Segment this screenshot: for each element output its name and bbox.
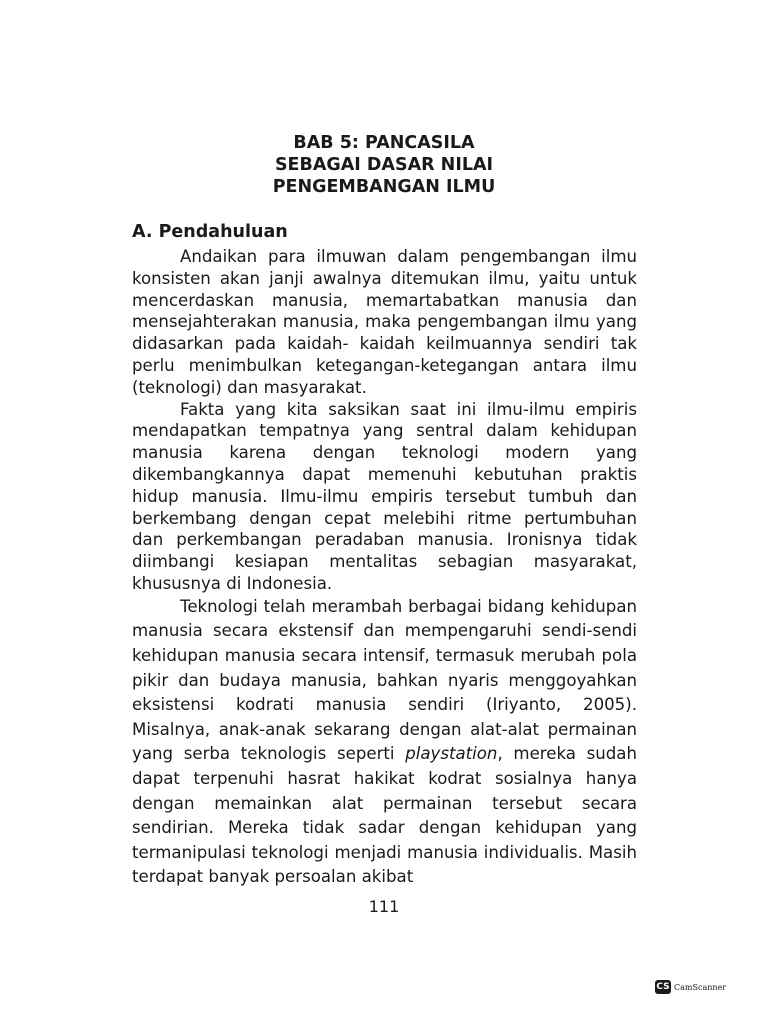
paragraph-3-italic-term: playstation bbox=[405, 744, 498, 764]
page-number: 111 bbox=[368, 897, 400, 916]
section-heading: A. Pendahuluan bbox=[132, 222, 288, 242]
chapter-title-line-2: SEBAGAI DASAR NILAI bbox=[274, 155, 494, 175]
paragraph-3-text-start: Teknologi telah merambah berbagai bidang kehidupan manusia secara ekstensif dan mempengaruhi sendi-sendi kehidupan manusia secara intensif, termasuk merubah pola pikir dan budaya manusia, bahkan nyaris menggoyahkan eksistensi kodrati manusia sendiri (Iriyanto, 2005). Misalnya, anak-anak sekarang dengan alat-alat permainan yang serba teknologis seperti bbox=[132, 596, 637, 764]
paragraph-2: Fakta yang kita saksikan saat ini ilmu-ilmu empiris mendapatkan tempatnya yang sentral dalam kehidupan manusia karena dengan teknologi modern yang dikembangkannya dapat memenuhi kebutuhan praktis hidup manusia. Ilmu-ilmu empiris tersebut tumbuh dan berkembang dengan cepat melebihi ritme pertumbuhan dan perkembangan peradaban manusia. Ironisnya tidak diimbangi kesiapan mentalitas sebagian masyarakat, khususnya di Indonesia. bbox=[132, 399, 637, 593]
body-text bbox=[132, 246, 637, 890]
chapter-title-line-1: BAB 5: PANCASILA bbox=[293, 133, 475, 153]
camscanner-logo-icon: CS bbox=[656, 982, 670, 992]
paragraph-3-text-end: , mereka sudah dapat terpenuhi hasrat hakikat kodrat sosialnya hanya dengan memainkan alat permainan tersebut secara sendirian. Mereka tidak sadar dengan kehidupan yang termanipulasi teknologi menjadi manusia individualis. Masih terdapat banyak persoalan akibat bbox=[132, 744, 637, 887]
paragraph-3 bbox=[132, 595, 637, 890]
chapter-title bbox=[0, 132, 768, 198]
chapter-title-line-3: PENGEMBANGAN ILMU bbox=[272, 177, 496, 197]
camscanner-label: CamScanner bbox=[674, 982, 727, 992]
camscanner-watermark bbox=[655, 980, 726, 994]
paragraph-1: Andaikan para ilmuwan dalam pengembangan ilmu konsisten akan janji awalnya ditemukan ilmu, yaitu untuk mencerdaskan manusia, memartabatkan manusia dan mensejahterakan manusia, maka pengembangan ilmu yang didasarkan pada kaidah- kaidah keilmuannya sendiri tak perlu menimbulkan ketegangan-ketegangan antara ilmu (teknologi) dan masyarakat. bbox=[132, 247, 637, 397]
